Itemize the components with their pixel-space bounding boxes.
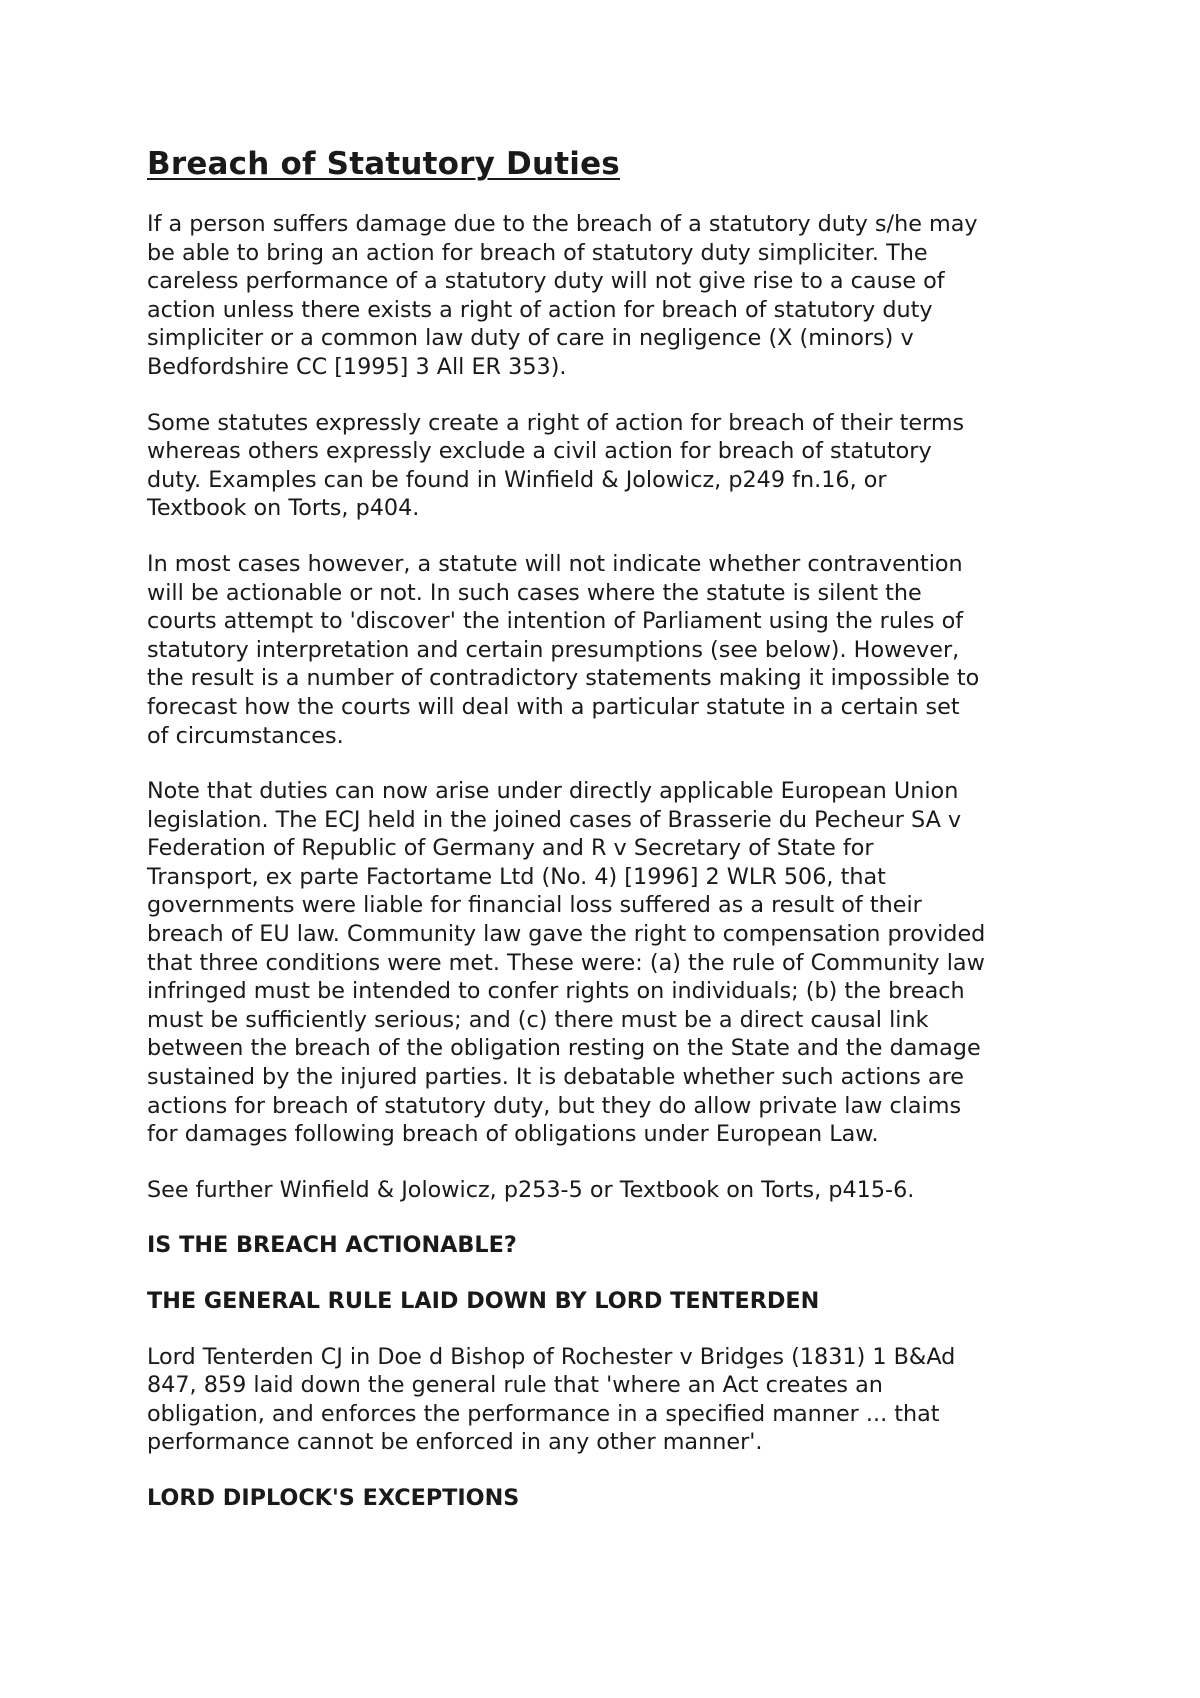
paragraph-line: action unless there exists a right of action for breach of statutory duty: [147, 296, 933, 323]
paragraph-line: will be actionable or not. In such cases where the statute is silent the: [147, 579, 922, 606]
paragraph-line: obligation, and enforces the performance in a specified manner ... that: [147, 1400, 940, 1427]
paragraph-line: the result is a number of contradictory statements making it impossible to: [147, 665, 980, 692]
paragraph-line: for damages following breach of obligations under European Law.: [147, 1121, 879, 1148]
paragraph-line: Federation of Republic of Germany and R v Secretary of State for: [147, 835, 874, 862]
paragraph-line: infringed must be intended to confer rights on individuals; (b) the breach: [147, 978, 965, 1005]
paragraph-line: statutory interpretation and certain presumptions (see below). However,: [147, 636, 960, 663]
document-title: Breach of Statutory Duties: [147, 146, 620, 182]
paragraph-line: performance cannot be enforced in any other manner'.: [147, 1429, 763, 1456]
paragraph-line: See further Winfield & Jolowicz, p253-5 or Textbook on Torts, p415-6.: [147, 1176, 915, 1203]
paragraph-line: governments were liable for financial loss suffered as a result of their: [147, 892, 922, 919]
paragraph-line: simpliciter or a common law duty of care in negligence (X (minors) v: [147, 325, 914, 352]
paragraph-most-cases: [147, 550, 1077, 750]
document-page: [147, 142, 1077, 1540]
heading-general-rule: THE GENERAL RULE LAID DOWN BY LORD TENTERDEN: [147, 1288, 820, 1314]
paragraph-intro: [147, 210, 1077, 382]
paragraph-line: Bedfordshire CC [1995] 3 All ER 353).: [147, 353, 567, 380]
paragraph-line: be able to bring an action for breach of statutory duty simpliciter. The: [147, 239, 928, 266]
paragraph-line: Note that duties can now arise under directly applicable European Union: [147, 778, 959, 805]
paragraph-line: that three conditions were met. These were: (a) the rule of Community law: [147, 949, 985, 976]
paragraph-line: Textbook on Torts, p404.: [147, 495, 420, 522]
paragraph-line: 847, 859 laid down the general rule that 'where an Act creates an: [147, 1372, 883, 1399]
paragraph-line: actions for breach of statutory duty, but they do allow private law claims: [147, 1092, 962, 1119]
paragraph-line: sustained by the injured parties. It is debatable whether such actions are: [147, 1064, 964, 1091]
paragraph-line: If a person suffers damage due to the breach of a statutory duty s/he may: [147, 211, 978, 237]
paragraph-line: whereas others expressly exclude a civil action for breach of statutory: [147, 438, 932, 465]
heading-diplock-exceptions: LORD DIPLOCK'S EXCEPTIONS: [147, 1484, 520, 1511]
paragraph-line: forecast how the courts will deal with a particular statute in a certain set: [147, 693, 960, 720]
paragraph-line: legislation. The ECJ held in the joined cases of Brasserie du Pecheur SA v: [147, 806, 962, 833]
paragraph-line: Some statutes expressly create a right of action for breach of their terms: [147, 409, 965, 436]
paragraph-line: between the breach of the obligation resting on the State and the damage: [147, 1035, 981, 1062]
paragraph-line: careless performance of a statutory duty will not give rise to a cause of: [147, 268, 945, 295]
paragraph-see-further: [147, 1176, 1077, 1205]
paragraph-line: of circumstances.: [147, 722, 344, 749]
paragraph-eu-law: [147, 777, 1077, 1149]
paragraph-general-rule: [147, 1343, 1077, 1457]
paragraph-line: duty. Examples can be found in Winfield & Jolowicz, p249 fn.16, or: [147, 466, 887, 493]
paragraph-line: In most cases however, a statute will not indicate whether contravention: [147, 550, 963, 577]
paragraph-line: breach of EU law. Community law gave the right to compensation provided: [147, 921, 986, 948]
heading-is-breach-actionable: IS THE BREACH ACTIONABLE?: [147, 1232, 517, 1259]
paragraph-statutes: [147, 409, 1077, 523]
paragraph-line: courts attempt to 'discover' the intention of Parliament using the rules of: [147, 608, 964, 635]
paragraph-line: Lord Tenterden CJ in Doe d Bishop of Rochester v Bridges (1831) 1 B&Ad: [147, 1343, 956, 1370]
paragraph-line: Transport, ex parte Factortame Ltd (No. 4) [1996] 2 WLR 506, that: [147, 863, 886, 890]
paragraph-line: must be sufficiently serious; and (c) there must be a direct causal link: [147, 1006, 929, 1033]
